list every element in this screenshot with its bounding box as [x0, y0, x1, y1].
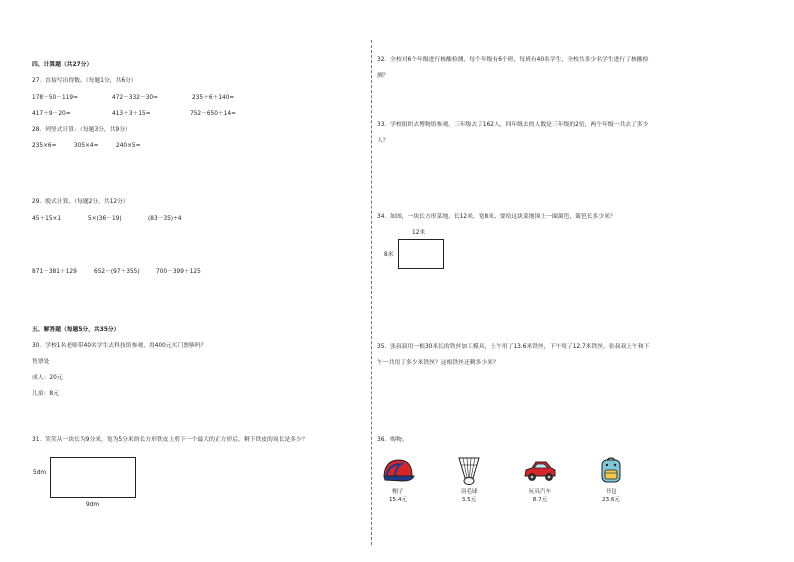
section4-title: 四、计算题（共27分） — [32, 62, 93, 68]
q27-item-3: 235＋6＋140= — [192, 95, 235, 101]
q27-item-4: 417＋9－20= — [32, 111, 71, 117]
q32-line-2: 测？ — [377, 73, 389, 79]
q29-row2-item-1: 871－381＋129 — [32, 269, 77, 275]
shop-item-toy-car — [520, 456, 560, 504]
q28-item-3: 240×5= — [116, 143, 141, 149]
q30-adult-price: 成人：20元 — [32, 375, 63, 381]
q29-title: 29．脱式计算。（每题2分，共12分） — [32, 199, 129, 205]
q31-width-label: 5dm — [33, 470, 47, 476]
shuttlecock-price: 3.5元 — [461, 496, 477, 503]
toy-car-name: 玩具汽车 — [528, 489, 552, 496]
backpack-price: 23.6元 — [601, 496, 621, 503]
cap-name: 帽子 — [392, 489, 404, 496]
section5-title: 五、解答题（每题5分，共35分） — [32, 327, 120, 333]
shuttlecock-name: 羽毛球 — [460, 489, 478, 496]
q27-item-6: 752－650＋14= — [190, 111, 236, 117]
q31-text: 31．笑笑从一块长为9分米，宽为5分米的长方形铁皮上剪下一个最大的正方形后，剩下铁皮的周长是多少？ — [32, 437, 308, 443]
q27-item-2: 472－332－30= — [112, 95, 158, 101]
q34-text: 34．如图，一块长方形菜地，长12米，宽8米。要给这块菜地围上一圈篱笆，篱笆长多少米？ — [377, 214, 616, 220]
q32-line-1: 32．全校对6个年级进行核酸检测，每个年级有6个班，每班有40名学生，全校共多少名学生进行了核酸检 — [377, 57, 649, 63]
shop-item-cap — [378, 456, 418, 504]
q36-title: 36．购物。 — [377, 437, 408, 443]
q28-item-2: 305×4= — [74, 143, 99, 149]
q29-row1-item-2: 5×(36－19) — [88, 216, 122, 222]
q30-child-price: 儿童：8元 — [32, 391, 59, 397]
backpack-name: 书包 — [605, 489, 617, 496]
toy-car-icon — [522, 456, 558, 486]
cap-icon — [381, 456, 415, 486]
q35-line-2: 午一共用了多少米铁丝？这根铁丝还剩多少米？ — [377, 360, 499, 366]
q34-rectangle-figure — [398, 239, 444, 269]
q30-ticket-label: 售票处 — [32, 359, 50, 365]
q27-item-1: 178－50－119= — [32, 95, 78, 101]
q34-width-label: 8米 — [384, 252, 394, 258]
q27-item-5: 413＋3＋15= — [112, 111, 151, 117]
column-divider — [371, 40, 372, 545]
q29-row1-item-3: (83－35)÷4 — [148, 216, 182, 222]
q28-title: 28．列竖式计算：（每题3分，共9分） — [32, 127, 131, 133]
q35-line-1: 35．张叔叔用一根30米长的铁丝加工模具，上午用了13.6米铁丝，下午用了12.7米铁丝，张叔叔上午和下 — [377, 344, 650, 350]
backpack-icon — [596, 456, 626, 486]
q31-length-label: 9dm — [86, 502, 100, 508]
q27-title: 27．直接写出得数。（每题1分，共6分） — [32, 78, 137, 84]
toy-car-price: 8.7元 — [532, 496, 548, 503]
shuttlecock-icon — [452, 456, 486, 486]
q29-row2-item-3: 700－399＋125 — [156, 269, 201, 275]
q29-row1-item-1: 45＋15×1 — [32, 216, 62, 222]
q31-rectangle-figure — [50, 457, 136, 498]
q28-item-1: 235×6= — [32, 143, 57, 149]
q33-line-2: 人？ — [377, 138, 389, 144]
q29-row2-item-2: 652－(97＋355) — [94, 269, 140, 275]
q30-text: 30．学校1名老师带40名学生去科技馆参观，用400元买门票够吗？ — [32, 343, 207, 349]
q33-line-1: 33．学校组织去博物馆参观，三年级去了162人，四年级去的人数是三年级的2倍，两个年级一共去了多少 — [377, 122, 649, 128]
shop-item-shuttlecock — [449, 456, 489, 504]
cap-price: 15.4元 — [388, 496, 408, 503]
shop-item-backpack — [591, 456, 631, 504]
q34-length-label: 12米 — [412, 230, 426, 236]
